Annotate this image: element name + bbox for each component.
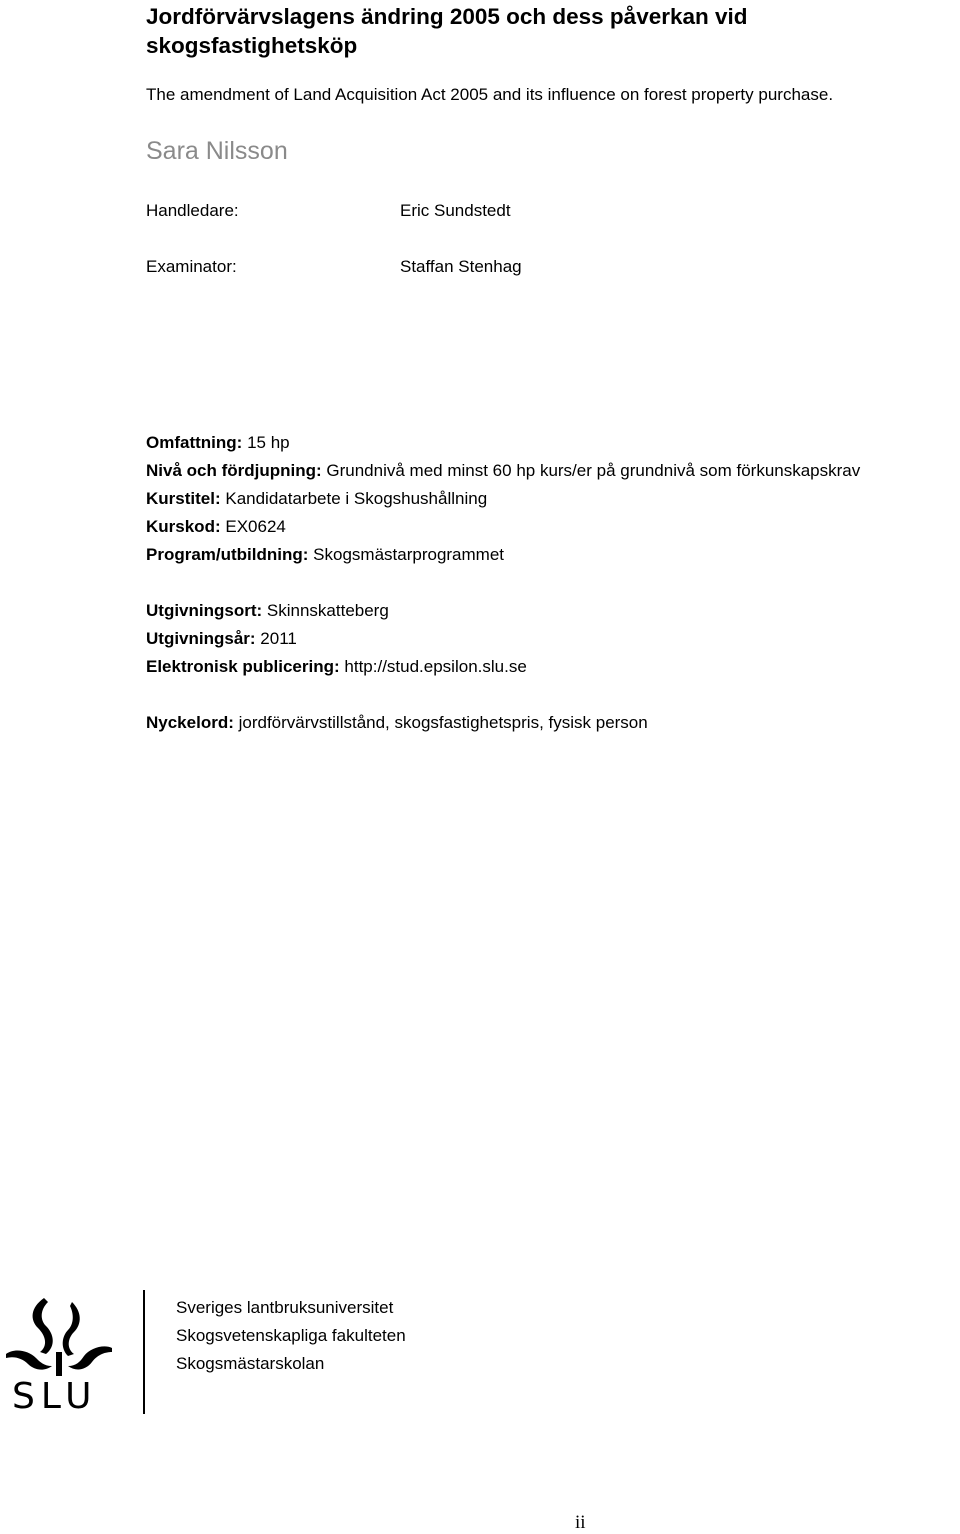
institution-line: Skogsmästarskolan [176,1354,325,1373]
course-info-row: Omfattning: 15 hp [146,433,290,452]
keywords-label: Nyckelord: [146,713,234,732]
institution-block [176,1294,406,1378]
svg-text:SLU: SLU [12,1376,98,1416]
publication-info [146,597,527,681]
keywords [146,709,648,737]
institution-line: Sveriges lantbruksuniversitet [176,1298,394,1317]
course-info-row: Kurskod: EX0624 [146,517,286,536]
course-info-row: Nivå och fördjupning: Grundnivå med minst 60 hp kurs/er på grundnivå som förkunskapskrav [146,461,861,480]
publication-info-row: Elektronisk publicering: http://stud.epsilon.slu.se [146,657,527,676]
examiner-name: Staffan Stenhag [400,257,522,276]
examiner-label: Examinator: [146,257,237,276]
supervisor-name: Eric Sundstedt [400,201,511,220]
page-number: ii [575,1512,586,1533]
publication-info-row: Utgivningsår: 2011 [146,629,297,648]
publication-link[interactable]: http://stud.epsilon.slu.se [344,657,527,676]
course-info [146,429,860,569]
course-info-row: Program/utbildning: Skogsmästarprogrammet [146,545,505,564]
logo-divider [143,1290,145,1414]
english-subtitle: The amendment of Land Acquisition Act 2005 and its influence on forest property purchase. [146,85,834,104]
keywords-value: jordförvärvstillstånd, skogsfastighetspris, fysisk person [238,713,648,732]
publication-info-row: Utgivningsort: Skinnskatteberg [146,601,389,620]
slu-logo-icon [0,1292,120,1416]
document-title: Jordförvärvslagens ändring 2005 och dess påverkan vid skogsfastighetsköp [146,4,748,58]
supervisor-label: Handledare: [146,201,239,220]
author-name: Sara Nilsson [146,137,288,165]
institution-line: Skogsvetenskapliga fakulteten [176,1326,406,1345]
course-info-row: Kurstitel: Kandidatarbete i Skogshushållning [146,489,488,508]
